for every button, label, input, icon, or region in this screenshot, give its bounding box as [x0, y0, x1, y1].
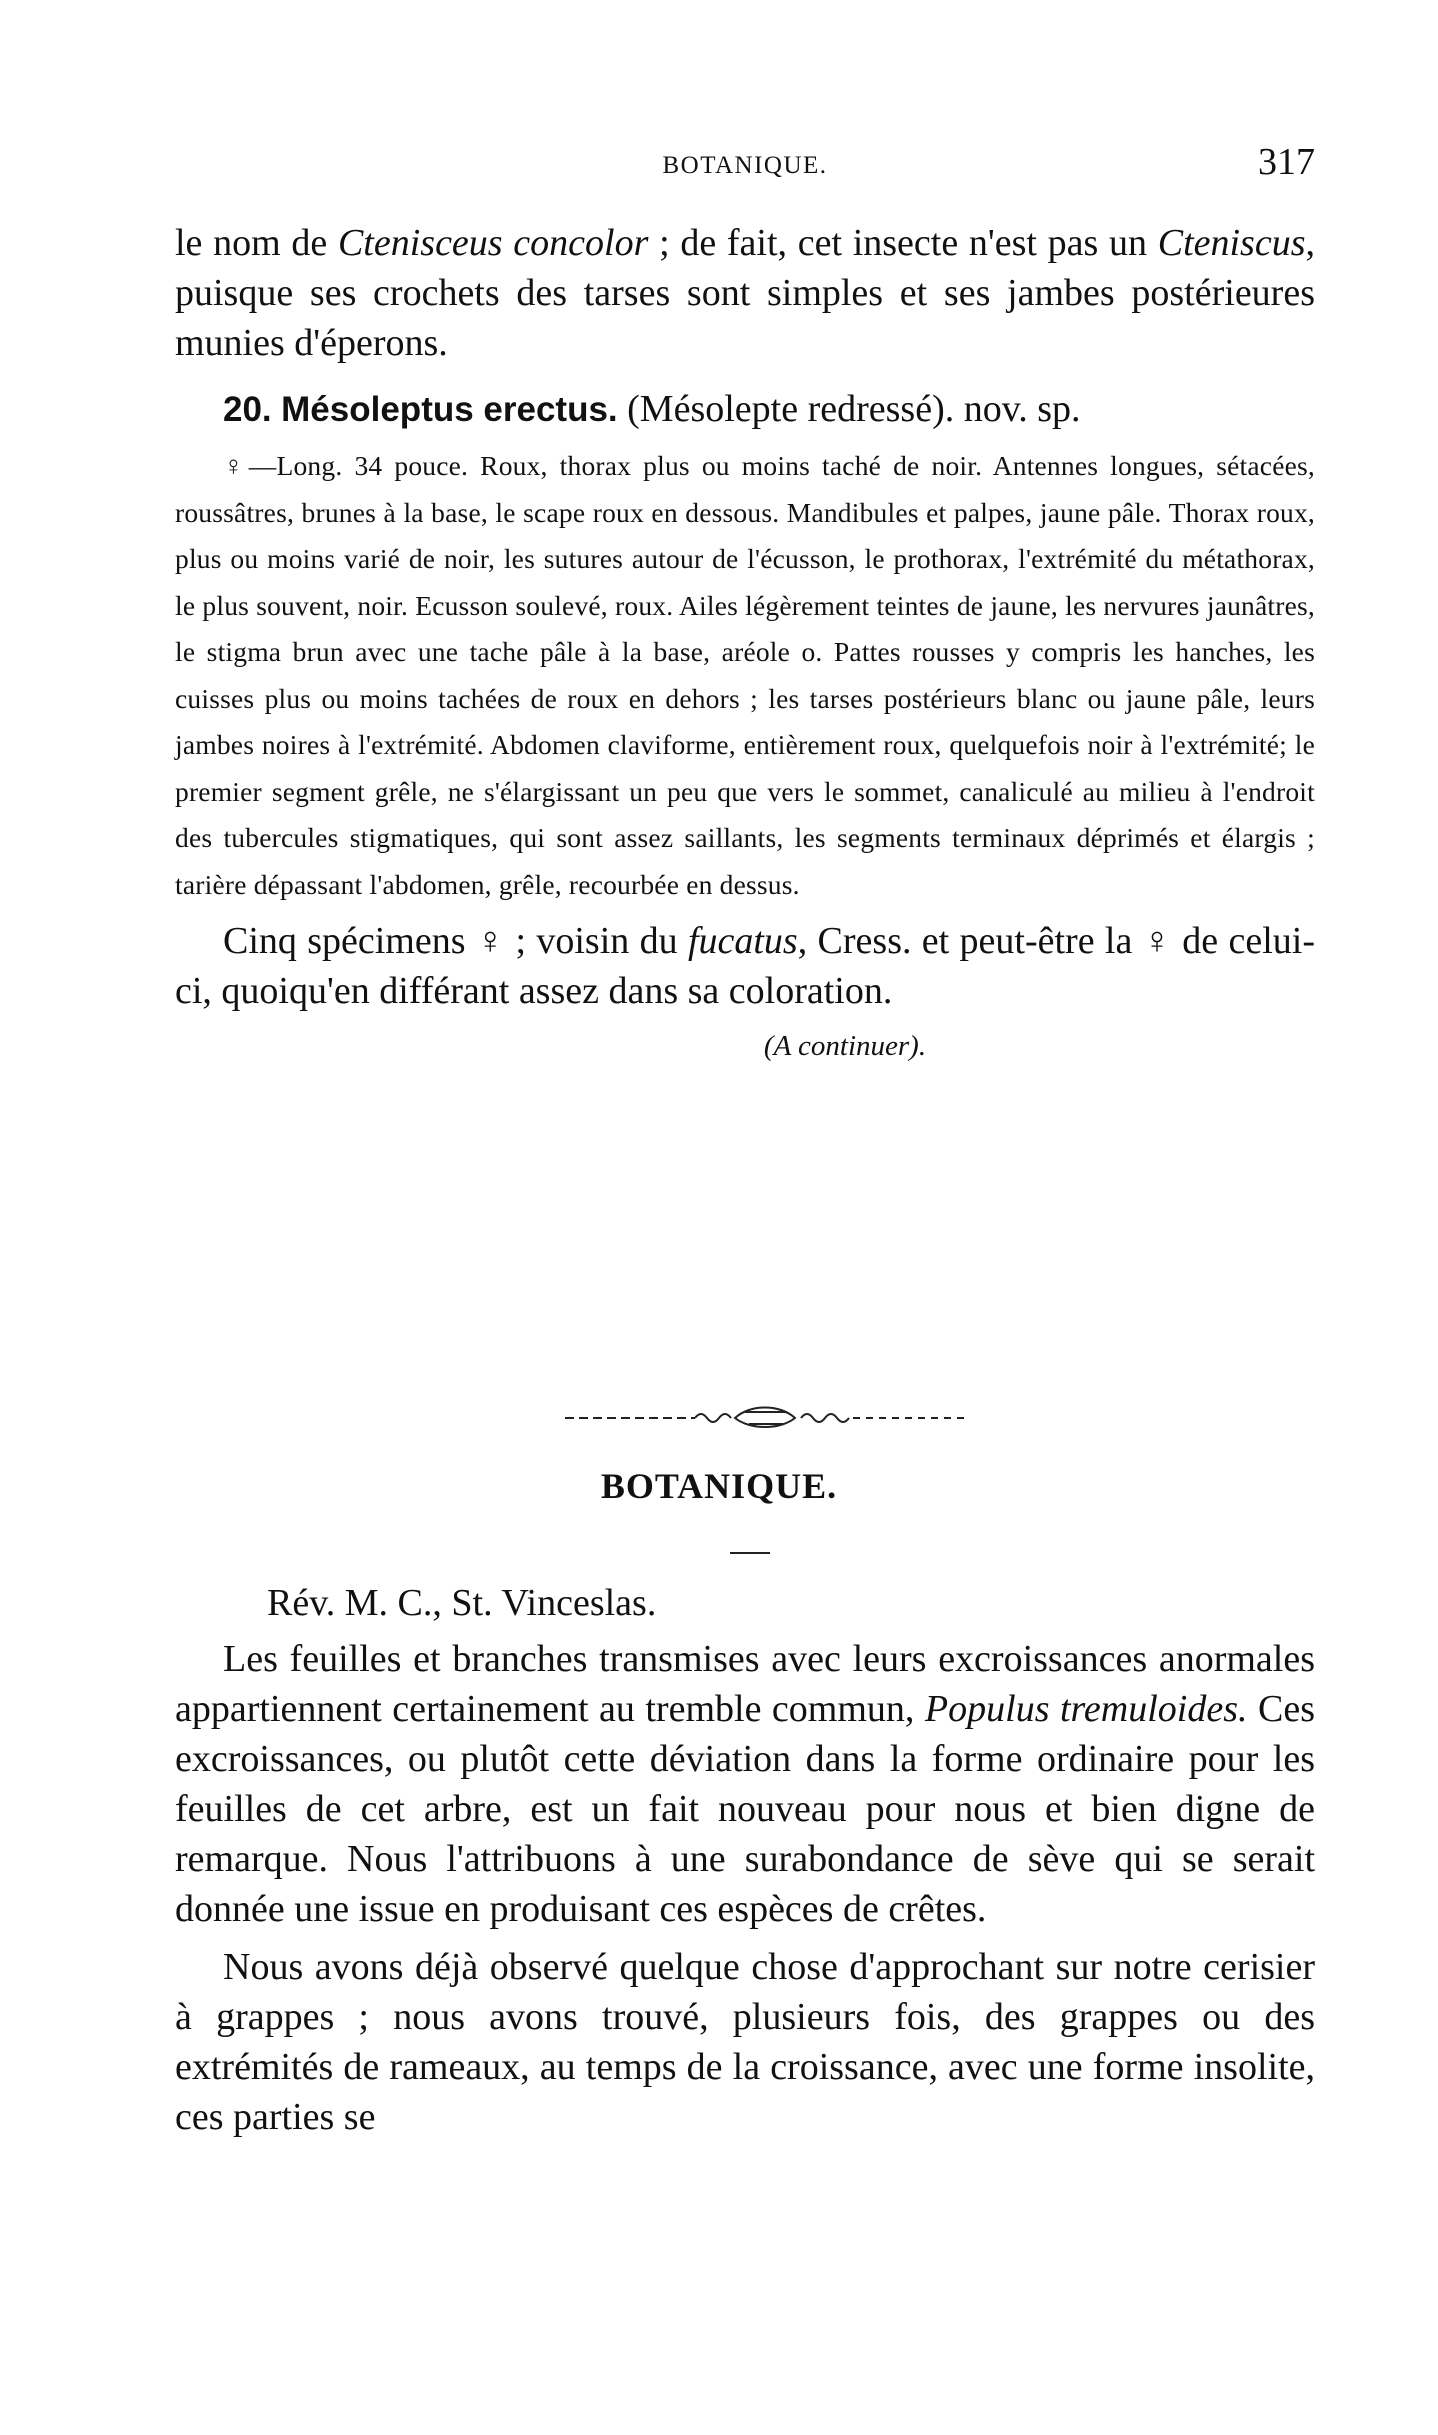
botanique-p1-start: Les feuilles et branches transmises avec leurs excroissances anormales appartiennent certainement au tremble commun, — [175, 1638, 1315, 1730]
continuation-text-mid: ; de fait, cet insecte n'est pas un — [648, 222, 1158, 264]
remark-text-end: , Cress. et peut-être la ♀ de celui-ci, quoiqu'en différant assez dans sa coloration. — [175, 920, 1315, 1012]
section-rule — [730, 1552, 770, 1554]
botanique-paragraph-1 — [175, 1634, 1315, 1934]
botanique-paragraph-2: Nous avons déjà observé quelque chose d'approchant sur notre cerisier à grappes ; nous avons trouvé, plusieurs fois, des grappes ou des extrémités de rameaux, au temps de la croissance, avec une forme insolite, ces parties se — [175, 1946, 1315, 2138]
continuation-paragraph — [175, 218, 1315, 368]
main-text — [175, 218, 1315, 1063]
ornament-divider-icon — [565, 1400, 965, 1434]
botanique-section — [175, 1578, 1315, 2142]
species-name-italic: Ctenisceus concolor — [337, 222, 649, 264]
populus-name-italic: Populus tremuloides. — [924, 1688, 1248, 1730]
continuation-text-end: , puisque ses crochets des tarses sont simples et ses jambes postérieures munies d'éperons. — [175, 222, 1315, 364]
species-description: ♀—Long. 34 pouce. Roux, thorax plus ou moins taché de noir. Antennes longues, sétacées, roussâtres, brunes à la base, le scape roux en dessous. Mandibules et palpes, jaune pâle. Thorax roux, plus ou moins varié de noir, les sutures autour de l'écusson, le prothorax, l'extrémité du métathorax, le plus souvent, noir. Ecusson soulevé, roux. Ailes légèrement teintes de jaune, les nervures jaunâtres, le stigma brun avec une tache pâle à la base, aréole o. Pattes rousses y compris les hanches, les cuisses plus ou moins tachées de roux en dehors ; les tarses postérieurs blanc ou jaune pâle, leurs jambes noires à l'extrémité. Abdomen claviforme, entièrement roux, quelquefois noir à l'extrémité; le premier segment grêle, ne s'élargissant un peu que vers le sommet, canaliculé au milieu à l'endroit des tubercules stigmatiques, qui sont assez saillants, les segments terminaux déprimés et élargis ; tarière dépassant l'abdomen, grêle, recourbée en dessus. — [175, 450, 1315, 900]
remark-italic-name: fucatus — [687, 920, 798, 962]
species-number: 20. — [223, 390, 272, 429]
section-title: BOTANIQUE. — [600, 1466, 838, 1506]
to-continue-note: (A continuer). — [763, 1030, 927, 1062]
running-header — [175, 140, 1315, 190]
species-common-name: (Mésolepte redressé). nov. sp. — [617, 388, 1081, 430]
addressee: Rév. M. C., St. Vinceslas. — [267, 1582, 657, 1624]
botanique-p1-end: Ces excroissances, ou plutôt cette déviation dans la forme ordinaire pour les feuilles de cet arbre, est un fait nouveau pour nous et bien digne de remarque. Nous l'attribuons à une surabondance de sève qui se serait donnée une issue en produisant ces espèces de crêtes. — [175, 1688, 1315, 1930]
genus-name-italic: Cteniscus — [1157, 222, 1306, 264]
remark-text-start: Cinq spécimens ♀ ; voisin du — [223, 920, 688, 962]
species-heading — [175, 382, 1315, 437]
page-number: 317 — [1258, 141, 1315, 183]
remark-paragraph — [175, 916, 1315, 1016]
running-title: BOTANIQUE. — [662, 152, 828, 179]
continuation-text-start: le nom de — [175, 222, 338, 264]
species-name: Mésoleptus erectus. — [281, 390, 618, 429]
